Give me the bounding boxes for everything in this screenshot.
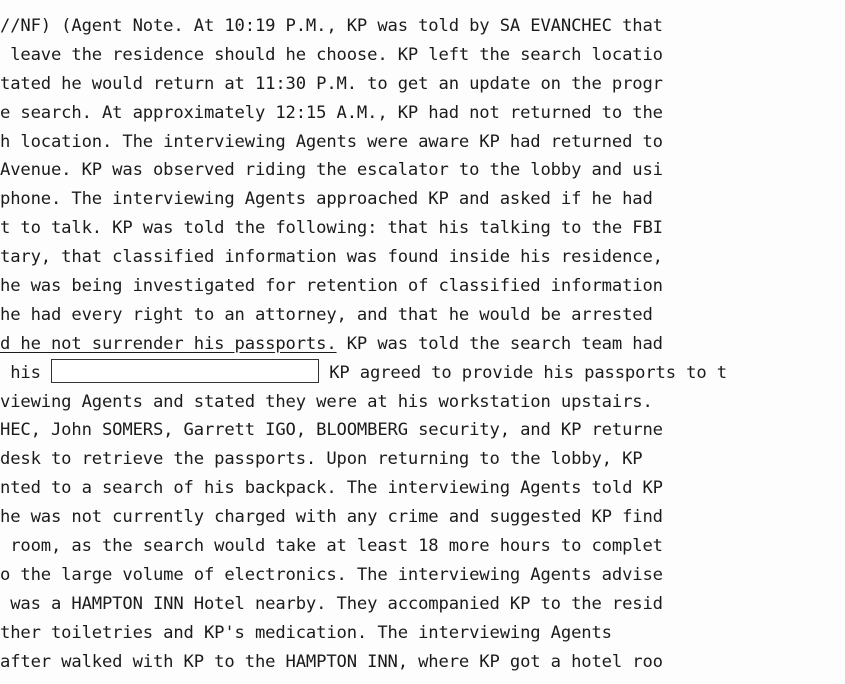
text-line: he had every right to an attorney, and that he would be arrested [0,304,653,325]
redaction-box [51,359,319,383]
text-line: he was not currently charged with any crime and suggested KP find [0,507,663,528]
text-line: //NF) (Agent Note. At 10:19 P.M., KP was told by SA EVANCHEC that [0,16,663,36]
text-line: Avenue. KP was observed riding the escalator to the lobby and usi [0,160,663,181]
text-segment: KP agreed to provide his passports to t [319,362,727,383]
text-line: ther toiletries and KP's medication. The interviewing Agents [0,622,612,643]
text-line: he was being investigated for retention of classified information [0,276,663,297]
text-line: room, as the search would take at least 18 more hours to complet [0,536,663,557]
text-line-underlined [0,330,845,359]
text-line: viewing Agents and stated they were at his workstation upstairs. [0,391,653,412]
text-line: leave the residence should he choose. KP left the search locatio [0,44,663,65]
text-line: e search. At approximately 12:15 A.M., KP had not returned to the [0,102,663,123]
text-line: tated he would return at 11:30 P.M. to get an update on the progr [0,73,663,94]
text-line: h location. The interviewing Agents were aware KP had returned to [0,131,663,152]
text-line-redacted [0,359,845,388]
text-line: nted to a search of his backpack. The interviewing Agents told KP [0,478,663,499]
text-body [0,12,845,676]
text-segment: KP was told the search team had [336,333,663,354]
underlined-text: d he not surrender his passports. [0,333,337,354]
text-line: desk to retrieve the passports. Upon returning to the lobby, KP [0,449,643,470]
text-line: t to talk. KP was told the following: that his talking to the FBI [0,218,663,239]
text-segment: his [0,362,51,383]
text-line: phone. The interviewing Agents approached KP and asked if he had [0,189,653,210]
text-line: after walked with KP to the HAMPTON INN, where KP got a hotel roo [0,651,663,672]
text-line: o the large volume of electronics. The interviewing Agents advise [0,564,663,585]
text-line: tary, that classified information was found inside his residence, [0,247,663,268]
text-line: was a HAMPTON INN Hotel nearby. They accompanied KP to the resid [0,593,663,614]
text-line: HEC, John SOMERS, Garrett IGO, BLOOMBERG security, and KP returne [0,420,663,441]
